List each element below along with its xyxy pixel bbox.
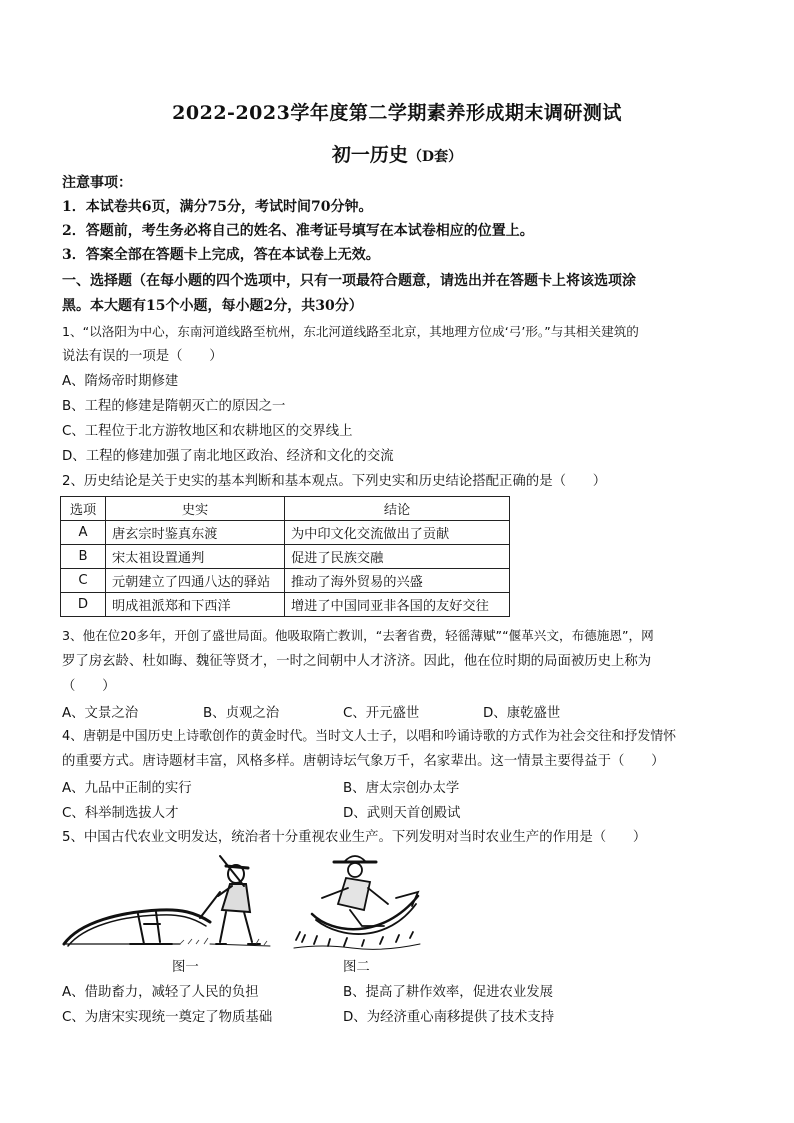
table-header: 结论 (285, 497, 510, 521)
question-1-option-b: B、工程的修建是隋朝灭亡的原因之一 (62, 399, 286, 414)
paper-set-label: （D套） (407, 149, 463, 165)
table-row (61, 593, 510, 617)
question-4-option-c: C、科举制选拔人才 (62, 806, 179, 821)
table-cell: 元朝建立了四通八达的驿站 (106, 569, 285, 593)
table-cell: D (61, 593, 106, 617)
table-row (61, 569, 510, 593)
question-5-stem: 5、中国古代农业文明发达，统治者十分重视农业生产。下列发明对当时农业生产的作用是（ ） (62, 830, 647, 845)
question-1-option-d: D、工程的修建加强了南北地区政治、经济和文化的交流 (62, 449, 394, 464)
question-3-stem: 3、他在位20多年，开创了盛世局面。他吸取隋亡教训，“去奢省费，轻徭薄赋”“偃革兴文，布德施恩”，网 (62, 628, 654, 643)
table-header: 选项 (61, 497, 106, 521)
table-cell: 唐玄宗时鉴真东渡 (106, 521, 285, 545)
table-cell: A (61, 521, 106, 545)
table-cell: 明成祖派郑和下西洋 (106, 593, 285, 617)
question-1-option-a: A、隋炀帝时期修建 (62, 374, 179, 389)
question-4-stem-cont: 的重要方式。唐诗题材丰富，风格多样。唐朝诗坛气象万千，名家辈出。这一情景主要得益于（ ） (62, 754, 665, 769)
section-heading: 一、选择题（在每小题的四个选项中，只有一项最符合题意，请选出并在答题卡上将该选项涂 (62, 273, 636, 289)
section-heading-cont: 黑。本大题有15个小题，每小题2分，共30分） (62, 298, 363, 314)
question-3-stem-blank: （ ） (62, 679, 116, 694)
question-1-stem: 1、“以洛阳为中心，东南河道线路至杭州，东北河道线路至北京，其地理方位成‘弓’形。”与其相关建筑的 (62, 324, 639, 339)
question-3-stem-cont: 罗了房玄龄、杜如晦、魏征等贤才，一时之间朝中人才济济。因此，他在位时期的局面被历史上称为 (62, 654, 652, 669)
question-3-option-b: B、贞观之治 (203, 706, 280, 721)
table-row (61, 545, 510, 569)
question-1-option-c: C、工程位于北方游牧地区和农耕地区的交界线上 (62, 424, 353, 439)
figure-2-caption: 图二 (343, 960, 370, 975)
question-4-option-a: A、九品中正制的实行 (62, 781, 192, 796)
notice-heading: 注意事项： (62, 175, 132, 191)
page-title: 2022-2023学年度第二学期素养形成期末调研测试 (172, 102, 622, 124)
question-5-option-a: A、借助畜力，减轻了人民的负担 (62, 985, 259, 1000)
table-header-row (61, 497, 510, 521)
subject-title: 初一历史 (331, 144, 408, 166)
table-cell: 宋太祖设置通判 (106, 545, 285, 569)
table-cell: 为中印文化交流做出了贡献 (285, 521, 510, 545)
question-4-option-b: B、唐太宗创办太学 (343, 781, 460, 796)
notice-item: 2．答题前，考生务必将自己的姓名、准考证号填写在本试卷相应的位置上。 (62, 223, 534, 239)
notice-item: 1．本试卷共6页，满分75分，考试时间70分钟。 (62, 199, 373, 215)
table-row (61, 521, 510, 545)
notice-item: 3．答案全部在答题卡上完成，答在本试卷上无效。 (62, 247, 380, 263)
question-5-option-d: D、为经济重心南移提供了技术支持 (343, 1010, 555, 1025)
table-cell: B (61, 545, 106, 569)
question-3-option-d: D、康乾盛世 (483, 706, 561, 721)
question-5-option-b: B、提高了耕作效率，促进农业发展 (343, 985, 554, 1000)
question-4-stem: 4、唐朝是中国历史上诗歌创作的黄金时代。当时文人士子，以唱和吟诵诗歌的方式作为社会交往和抒发情怀 (62, 729, 677, 744)
plough-illustration (60, 852, 280, 952)
figure-1-caption: 图一 (172, 960, 199, 975)
table-header: 史实 (106, 497, 285, 521)
question-4-option-d: D、武则天首创殿试 (343, 806, 461, 821)
question-2-stem: 2、历史结论是关于史实的基本判断和基本观点。下列史实和历史结论搭配正确的是（ ） (62, 474, 607, 489)
question-5-option-c: C、为唐宋实现统一奠定了物质基础 (62, 1010, 273, 1025)
page-subtitle (0, 140, 794, 167)
table-cell: 促进了民族交融 (285, 545, 510, 569)
question-1-stem-cont: 说法有误的一项是（ ） (62, 349, 223, 364)
table-cell: 增进了中国同亚非各国的友好交往 (285, 593, 510, 617)
table-cell: 推动了海外贸易的兴盛 (285, 569, 510, 593)
question-3-option-c: C、开元盛世 (343, 706, 420, 721)
table-cell: C (61, 569, 106, 593)
history-conclusion-table (60, 496, 510, 617)
question-3-option-a: A、文景之治 (62, 706, 139, 721)
rice-transplanter-illustration (292, 848, 424, 952)
